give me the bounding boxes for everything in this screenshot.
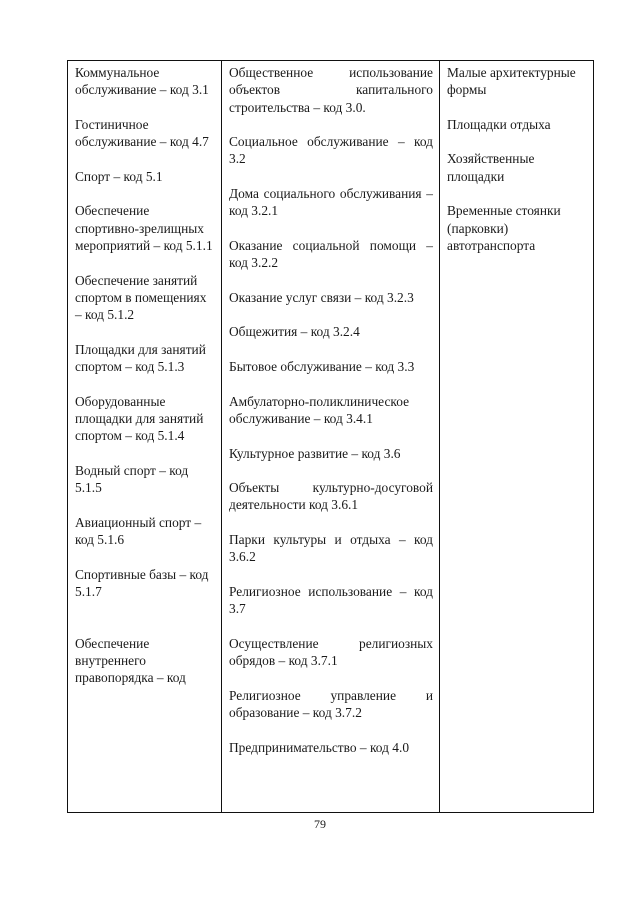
page-number: 79 [314, 817, 326, 831]
list-item: Оказание социальной помощи – код 3.2.2 [229, 237, 433, 271]
list-item: Обеспечение занятий спортом в помещениях – код 5.1.2 [75, 272, 207, 323]
list-item: Оборудованные площадки для занятий спортом – код 5.1.4 [75, 393, 204, 444]
list-item: Спортивные базы – код 5.1.7 [75, 566, 209, 599]
column-main-uses [68, 61, 222, 813]
list-item: Культурное развитие – код 3.6 [229, 445, 401, 461]
list-item: Обеспечение спортивно-зрелищных мероприятий – код 5.1.1 [75, 203, 213, 253]
list-item: Гостиничное обслуживание – код 4.7 [75, 116, 209, 150]
list-item: Спорт – код 5.1 [75, 168, 163, 184]
list-item: Общественное использование объектов капитального строительства – код 3.0. [229, 65, 433, 115]
column-conditional-uses [222, 61, 440, 813]
list-item: Авиационный спорт – код 5.1.6 [75, 514, 202, 548]
list-item: Социальное обслуживание – код 3.2 [229, 134, 433, 167]
list-item: Водный спорт – код 5.1.5 [75, 462, 189, 496]
list-item: Осуществление религиозных обрядов – код 3.7.1 [229, 635, 433, 669]
list-item: Амбулаторно-поликлиническое обслуживание – код 3.4.1 [229, 393, 410, 426]
list-item: Обеспечение внутреннего правопорядка – код [75, 635, 186, 686]
list-item: Площадки отдыха [447, 116, 551, 132]
list-item: Коммунальное обслуживание – код 3.1 [75, 65, 209, 98]
list-item: Временные стоянки (парковки) автотранспорта [447, 203, 561, 253]
column-auxiliary-uses [440, 61, 594, 813]
list-item: Парки культуры и отдыха – код 3.6.2 [229, 532, 433, 565]
list-item: Предпринимательство – код 4.0 [229, 739, 410, 755]
list-item: Религиозное использование – код 3.7 [229, 583, 433, 617]
list-item: Религиозное управление и образование – код 3.7.2 [229, 687, 433, 720]
zoning-table [67, 60, 594, 813]
list-item: Объекты культурно-досуговой деятельности код 3.6.1 [229, 480, 433, 513]
list-item: Общежития – код 3.2.4 [229, 324, 360, 340]
table-row [68, 61, 594, 813]
list-item: Оказание услуг связи – код 3.2.3 [229, 289, 414, 305]
list-item: Хозяйственные площадки [447, 151, 535, 184]
list-item: Бытовое обслуживание – код 3.3 [229, 359, 415, 375]
list-item: Малые архитектурные формы [447, 65, 576, 98]
list-item: Площадки для занятий спортом – код 5.1.3 [75, 341, 206, 375]
list-item: Дома социального обслуживания – код 3.2.1 [229, 186, 433, 219]
